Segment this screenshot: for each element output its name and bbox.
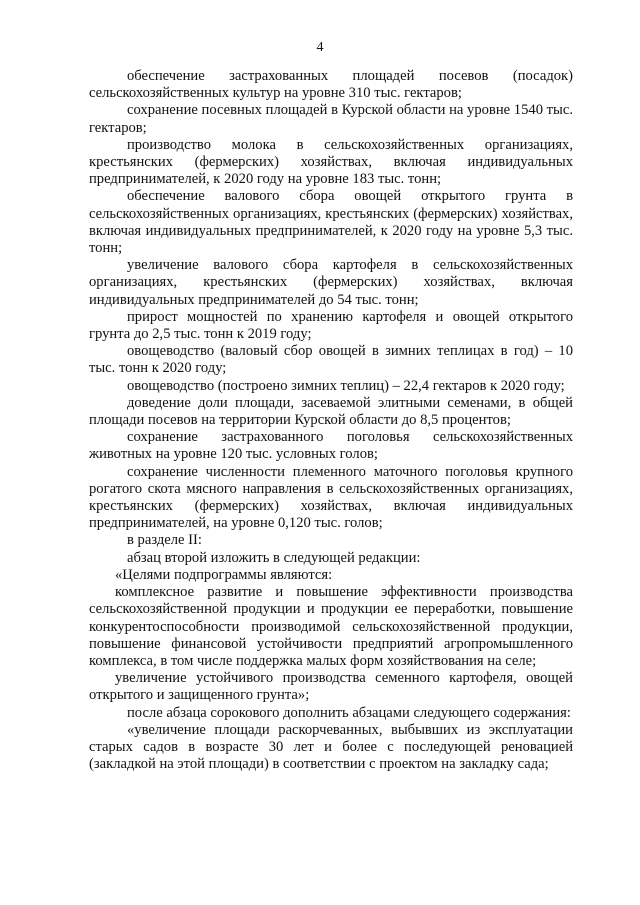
paragraph: увеличение устойчивого производства семенного картофеля, овощей открытого и защищенного грунта»; xyxy=(89,670,573,704)
paragraph: производство молока в сельскохозяйственных организациях, крестьянских (фермерских) хозяйствах, включая индивидуальных предпринимателей, к 2020 году на уровне 183 тыс. тонн; xyxy=(89,136,573,188)
paragraph: сохранение посевных площадей в Курской области на уровне 1540 тыс. гектаров; xyxy=(89,102,573,136)
paragraph: в разделе II: xyxy=(127,532,202,549)
document-body xyxy=(89,68,573,773)
paragraph: комплексное развитие и повышение эффективности производства сельскохозяйственной продукции и продукции ее переработки, повышение конкурентоспособности производимой сельскохозяйственной продукции, повышение финансовой устойчивости предприятий агропромышленного комплекса, в том числе поддержка малых форм хозяйствования на селе; xyxy=(89,584,573,669)
paragraph: доведение доли площади, засеваемой элитными семенами, в общей площади посевов на территории Курской области до 8,5 процентов; xyxy=(89,394,573,429)
paragraph: после абзаца сорокового дополнить абзацами следующего содержания: xyxy=(127,704,571,721)
paragraph: овощеводство (построено зимних теплиц) – 22,4 гектаров к 2020 году; xyxy=(127,377,565,394)
paragraph: увеличение валового сбора картофеля в сельскохозяйственных организациях, крестьянских (фермерских) хозяйствах, включая индивидуальных предпринимателей до 54 тыс. тонн; xyxy=(89,257,573,308)
paragraph: обеспечение застрахованных площадей посевов (посадок) сельскохозяйственных культур на уровне 310 тыс. гектаров; xyxy=(89,68,573,102)
paragraph: абзац второй изложить в следующей редакции: xyxy=(127,549,421,566)
page-number: 4 xyxy=(316,40,324,55)
paragraph: прирост мощностей по хранению картофеля и овощей открытого грунта до 2,5 тыс. тонн к 2019 году; xyxy=(89,308,573,343)
paragraph: овощеводство (валовый сбор овощей в зимних теплицах в год) – 10 тыс. тонн к 2020 году; xyxy=(89,343,573,377)
paragraph: обеспечение валового сбора овощей открытого грунта в сельскохозяйственных организациях, крестьянских (фермерских) хозяйствах, включая индивидуальных предпринимателей, к 2020 году на уровне 5,3 тыс. тонн; xyxy=(89,188,573,257)
paragraph: сохранение численности племенного маточного поголовья крупного рогатого скота мясного направления в сельскохозяйственных организациях, крестьянских (фермерских) хозяйствах, включая индивидуальных предпринимателей, на уровне 0,120 тыс. голов; xyxy=(89,463,573,532)
paragraph: «Целями подпрограммы являются: xyxy=(115,566,333,583)
paragraph: сохранение застрахованного поголовья сельскохозяйственных животных на уровне 120 тыс. условных голов; xyxy=(89,429,573,463)
paragraph: «увеличение площади раскорчеванных, выбывших из эксплуатации старых садов в возрасте 30 лет и более с последующей реновацией (закладкой на этой площади) в соответствии с проектом на закладку сада; xyxy=(89,721,573,773)
